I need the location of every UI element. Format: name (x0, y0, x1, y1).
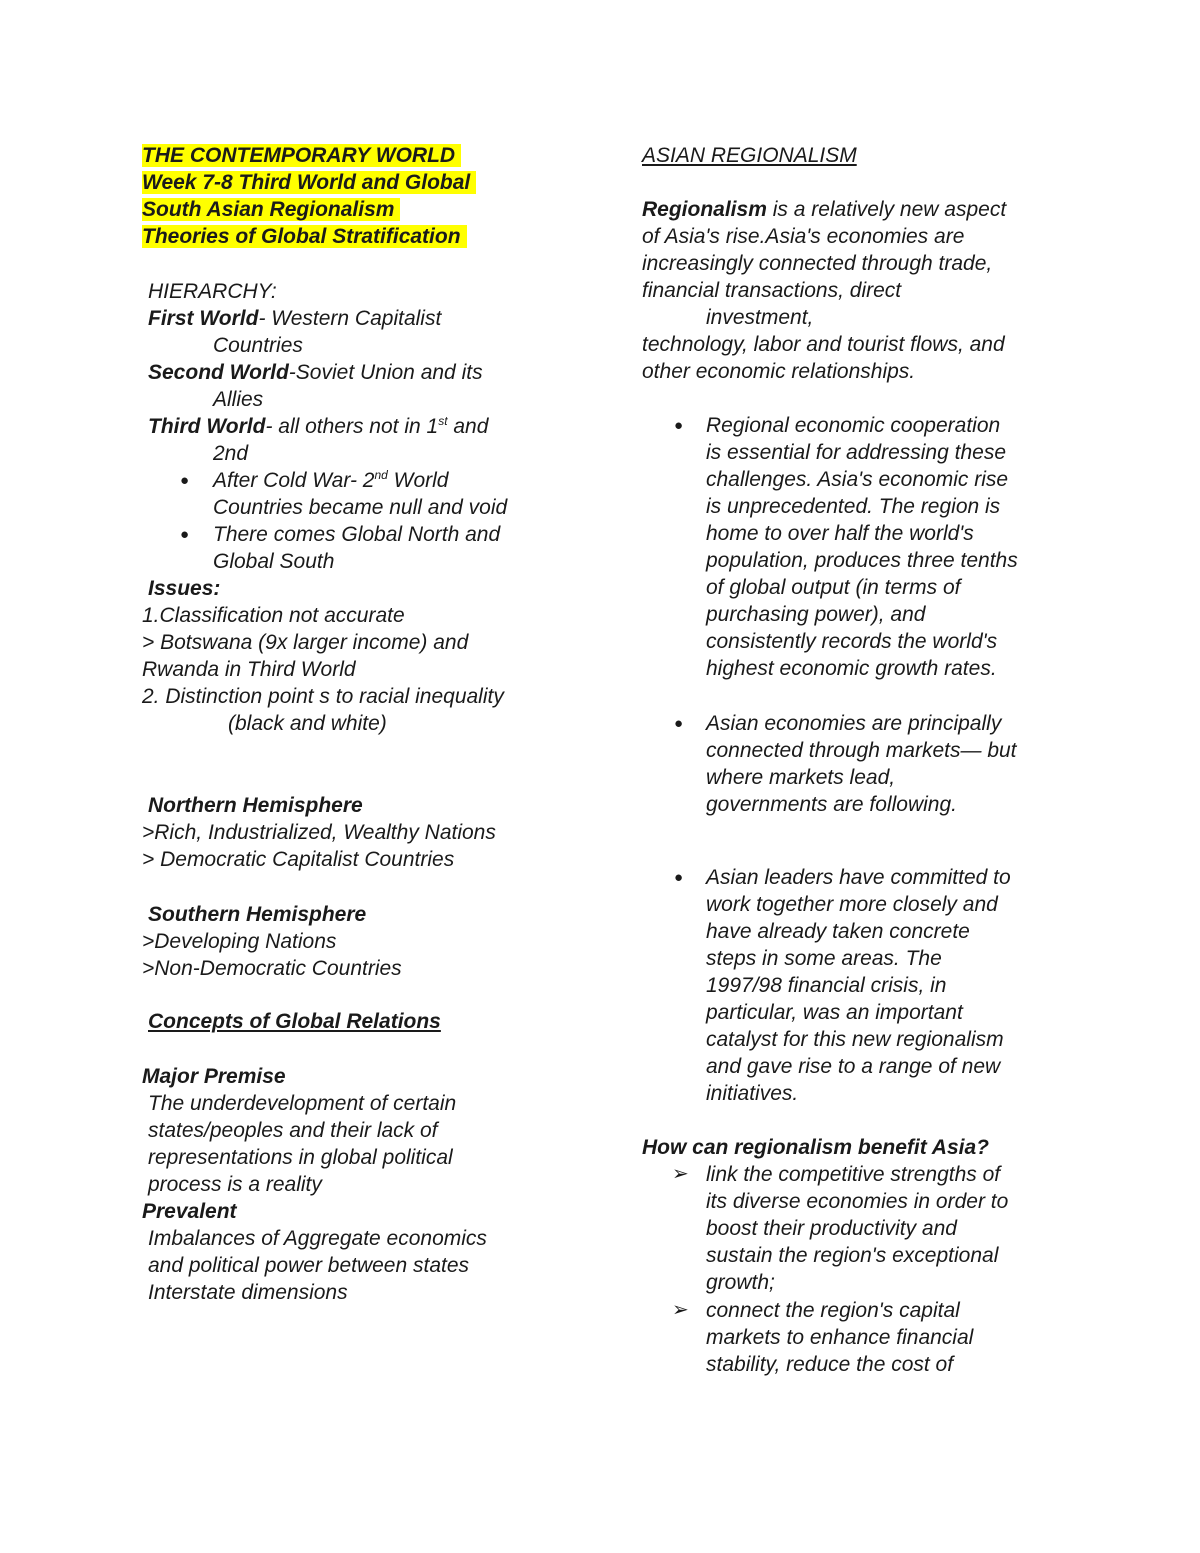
northern-hemisphere-heading: Northern Hemisphere (148, 794, 363, 817)
cooperation-bullet-line: is essential for addressing these (706, 441, 1006, 464)
cold-war-bullet (213, 467, 449, 494)
doc-title: THE CONTEMPORARY WORLD (142, 142, 461, 169)
third-world-desc: - all others not in 1 (265, 415, 439, 438)
prevalent-line: Imbalances of Aggregate economics (148, 1227, 487, 1250)
benefit-1-line: its diverse economies in order to (706, 1190, 1009, 1213)
cooperation-bullet-line: home to over half the world's (706, 522, 974, 545)
cooperation-bullet-line: challenges. Asia's economic rise (706, 468, 1009, 491)
leaders-bullet-line: and gave rise to a range of new (706, 1055, 1001, 1078)
first-world-line (148, 305, 441, 332)
first-world-desc-2: Countries (213, 334, 303, 357)
benefit-heading: How can regionalism benefit Asia? (642, 1136, 989, 1159)
northern-item-2: > Democratic Capitalist Countries (142, 848, 455, 871)
major-premise-line: states/peoples and their lack of (148, 1119, 438, 1142)
cooperation-bullet-line: consistently records the world's (706, 630, 998, 653)
leaders-bullet-line: 1997/98 financial crisis, in (706, 974, 947, 997)
leaders-bullet-line: particular, was an important (706, 1001, 963, 1024)
concepts-heading: Concepts of Global Relations (148, 1010, 441, 1033)
cold-war-bullet-end: World (387, 469, 449, 492)
benefit-2-line: stability, reduce the cost of (706, 1353, 954, 1376)
regionalism-term: Regionalism (642, 198, 767, 221)
major-premise-line: process is a reality (148, 1173, 322, 1196)
third-world-desc-2: 2nd (213, 442, 249, 465)
southern-item-1: >Developing Nations (142, 930, 337, 953)
intro-line: other economic relationships. (642, 360, 916, 383)
arrow-bullet-icon: ➢ (672, 1299, 689, 1321)
benefit-1-line: boost their productivity and (706, 1217, 957, 1240)
leaders-bullet-line: have already taken concrete (706, 920, 970, 943)
cooperation-bullet-line: of global output (in terms of (706, 576, 961, 599)
leaders-bullet-line: Asian leaders have committed to (706, 866, 1011, 889)
north-south-bullet-line2: Global South (213, 550, 335, 573)
arrow-bullet-icon: ➢ (672, 1163, 689, 1185)
benefit-1-line: link the competitive strengths of (706, 1163, 1001, 1186)
issue-1-detail: > Botswana (9x larger income) and (142, 631, 469, 654)
issues-heading: Issues: (148, 577, 221, 600)
cooperation-bullet-line: population, produces three tenths (706, 549, 1018, 572)
hierarchy-heading: HIERARCHY: (148, 280, 277, 303)
doc-week: Week 7-8 Third World and Global (142, 169, 476, 196)
issue-1: 1.Classification not accurate (142, 604, 405, 627)
cooperation-bullet-line: is unprecedented. The region is (706, 495, 1001, 518)
cold-war-bullet-line2: Countries became null and void (213, 496, 508, 519)
benefit-2-line: markets to enhance financial (706, 1326, 974, 1349)
markets-bullet-line: connected through markets— but (706, 739, 1017, 762)
cold-war-bullet-text: After Cold War- 2 (213, 469, 375, 492)
issue-1-detail-2: Rwanda in Third World (142, 658, 356, 681)
cooperation-bullet-line: highest economic growth rates. (706, 657, 997, 680)
intro-line: increasingly connected through trade, (642, 252, 993, 275)
north-south-bullet: There comes Global North and (213, 523, 501, 546)
northern-item-1: >Rich, Industrialized, Wealthy Nations (142, 821, 496, 844)
third-world-line (148, 413, 488, 440)
third-world-term: Third World (148, 415, 266, 438)
cooperation-bullet-line: Regional economic cooperation (706, 414, 1001, 437)
markets-bullet-line: governments are following. (706, 793, 957, 816)
bullet-icon: ● (674, 417, 684, 434)
markets-bullet-line: where markets lead, (706, 766, 896, 789)
leaders-bullet-line: initiatives. (706, 1082, 799, 1105)
ordinal-suffix: st (438, 414, 448, 428)
southern-item-2: >Non-Democratic Countries (142, 957, 402, 980)
benefit-2-line: connect the region's capital (706, 1299, 960, 1322)
bullet-icon: ● (674, 869, 684, 886)
issue-2: 2. Distinction point s to racial inequality (142, 685, 504, 708)
major-premise-heading: Major Premise (142, 1065, 286, 1088)
prevalent-heading: Prevalent (142, 1200, 237, 1223)
second-world-desc-2: Allies (213, 388, 264, 411)
prevalent-line: Interstate dimensions (148, 1281, 348, 1304)
bullet-icon: ● (180, 472, 190, 489)
intro-line (642, 196, 1006, 223)
intro-line: of Asia's rise.Asia's economies are (642, 225, 965, 248)
cooperation-bullet-line: purchasing power), and (706, 603, 926, 626)
markets-bullet-line: Asian economies are principally (706, 712, 1002, 735)
third-world-desc-end: and (447, 415, 489, 438)
prevalent-line: and political power between states (148, 1254, 470, 1277)
doc-theories: Theories of Global Stratification (142, 223, 467, 250)
intro-line: technology, labor and tourist flows, and (642, 333, 1005, 356)
major-premise-line: The underdevelopment of certain (148, 1092, 457, 1115)
first-world-term: First World (148, 307, 259, 330)
leaders-bullet-line: steps in some areas. The (706, 947, 942, 970)
intro-line: investment, (706, 306, 814, 329)
major-premise-line: representations in global political (148, 1146, 453, 1169)
second-world-term: Second World (148, 361, 289, 384)
asian-regionalism-heading: ASIAN REGIONALISM (642, 144, 857, 167)
issue-2-detail: (black and white) (228, 712, 387, 735)
second-world-desc: -Soviet Union and its (288, 361, 483, 384)
leaders-bullet-line: catalyst for this new regionalism (706, 1028, 1004, 1051)
leaders-bullet-line: work together more closely and (706, 893, 998, 916)
intro-line: financial transactions, direct (642, 279, 902, 302)
bullet-icon: ● (674, 715, 684, 732)
doc-subtitle: South Asian Regionalism (142, 196, 400, 223)
benefit-1-line: growth; (706, 1271, 775, 1294)
ordinal-suffix: nd (374, 468, 388, 482)
benefit-1-line: sustain the region's exceptional (706, 1244, 999, 1267)
bullet-icon: ● (180, 526, 190, 543)
intro-line-rest: is a relatively new aspect (766, 198, 1007, 221)
second-world-line (148, 359, 483, 386)
first-world-desc: - Western Capitalist (258, 307, 442, 330)
southern-hemisphere-heading: Southern Hemisphere (148, 903, 367, 926)
